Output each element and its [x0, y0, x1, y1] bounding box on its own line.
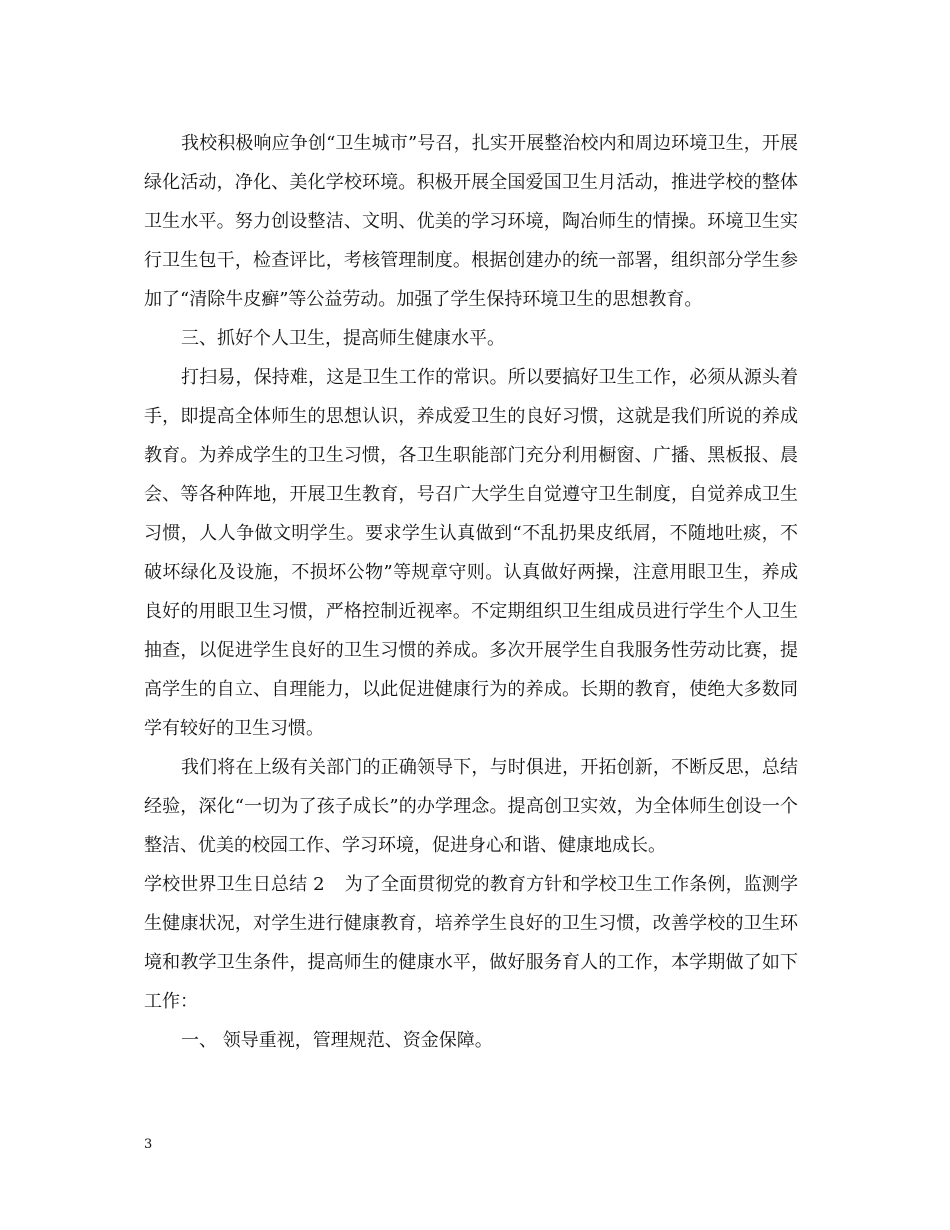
page-number: 3	[144, 1137, 153, 1152]
document-body	[144, 124, 798, 1060]
section-intro-paragraph	[144, 865, 798, 1021]
section-heading-personal-hygiene: 三、抓好个人卫生，提高师生健康水平。	[181, 328, 505, 349]
paragraph-environment-hygiene: 我校积极响应争创“卫生城市”号召，扎实开展整治校内和周边环境卫生，开展绿化活动，净化、美化学校环境。积极开展全国爱国卫生月活动，推进学校的整体卫生水平。努力创设整洁、文明、优美的学习环境，陶冶师生的情操。环境卫生实行卫生包干，检查评比，考核管理制度。根据创建办的统一部署，组织部分学生参加了“清除牛皮癣”等公益劳动。加强了学生保持环境卫生的思想教育。	[144, 133, 798, 310]
paragraph-future-outlook: 我们将在上级有关部门的正确领导下，与时俱进，开拓创新，不断反思，总结经验，深化“一切为了孩子成长”的办学理念。提高创卫实效，为全体师生创设一个整洁、优美的校园工作、学习环境，促进身心和谐、健康地成长。	[144, 757, 798, 856]
section-heading-leadership: 一、 领导重视，管理规范、资金保障。	[181, 1030, 493, 1051]
paragraph-habit-education: 打扫易，保持难，这是卫生工作的常识。所以要搞好卫生工作，必须从源头着手，即提高全体师生的思想认识，养成爱卫生的良好习惯，这就是我们所说的养成教育。为养成学生的卫生习惯，各卫生职能部门充分利用橱窗、广播、黑板报、晨会、等各种阵地，开展卫生教育，号召广大学生自觉遵守卫生制度，自觉养成卫生习惯，人人争做文明学生。要求学生认真做到“不乱扔果皮纸屑，不随地吐痰，不破坏绿化及设施，不损坏公物”等规章守则。认真做好两操，注意用眼卫生，养成良好的用眼卫生习惯，严格控制近视率。不定期组织卫生组成员进行学生个人卫生抽查，以促进学生良好的卫生习惯的养成。多次开展学生自我服务性劳动比赛，提高学生的自立、自理能力，以此促进健康行为的养成。长期的教育，使绝大多数同学有较好的卫生习惯。	[144, 367, 798, 739]
section-title: 学校世界卫生日总结 2	[144, 874, 325, 895]
section-intro-text: 为了全面贯彻党的教育方针和学校卫生工作条例，监测学生健康状况，对学生进行健康教育，培养学生良好的卫生习惯，改善学校的卫生环境和教学卫生条件，提高师生的健康水平，做好服务育人的工作，本学期做了如下工作：	[144, 874, 798, 1012]
